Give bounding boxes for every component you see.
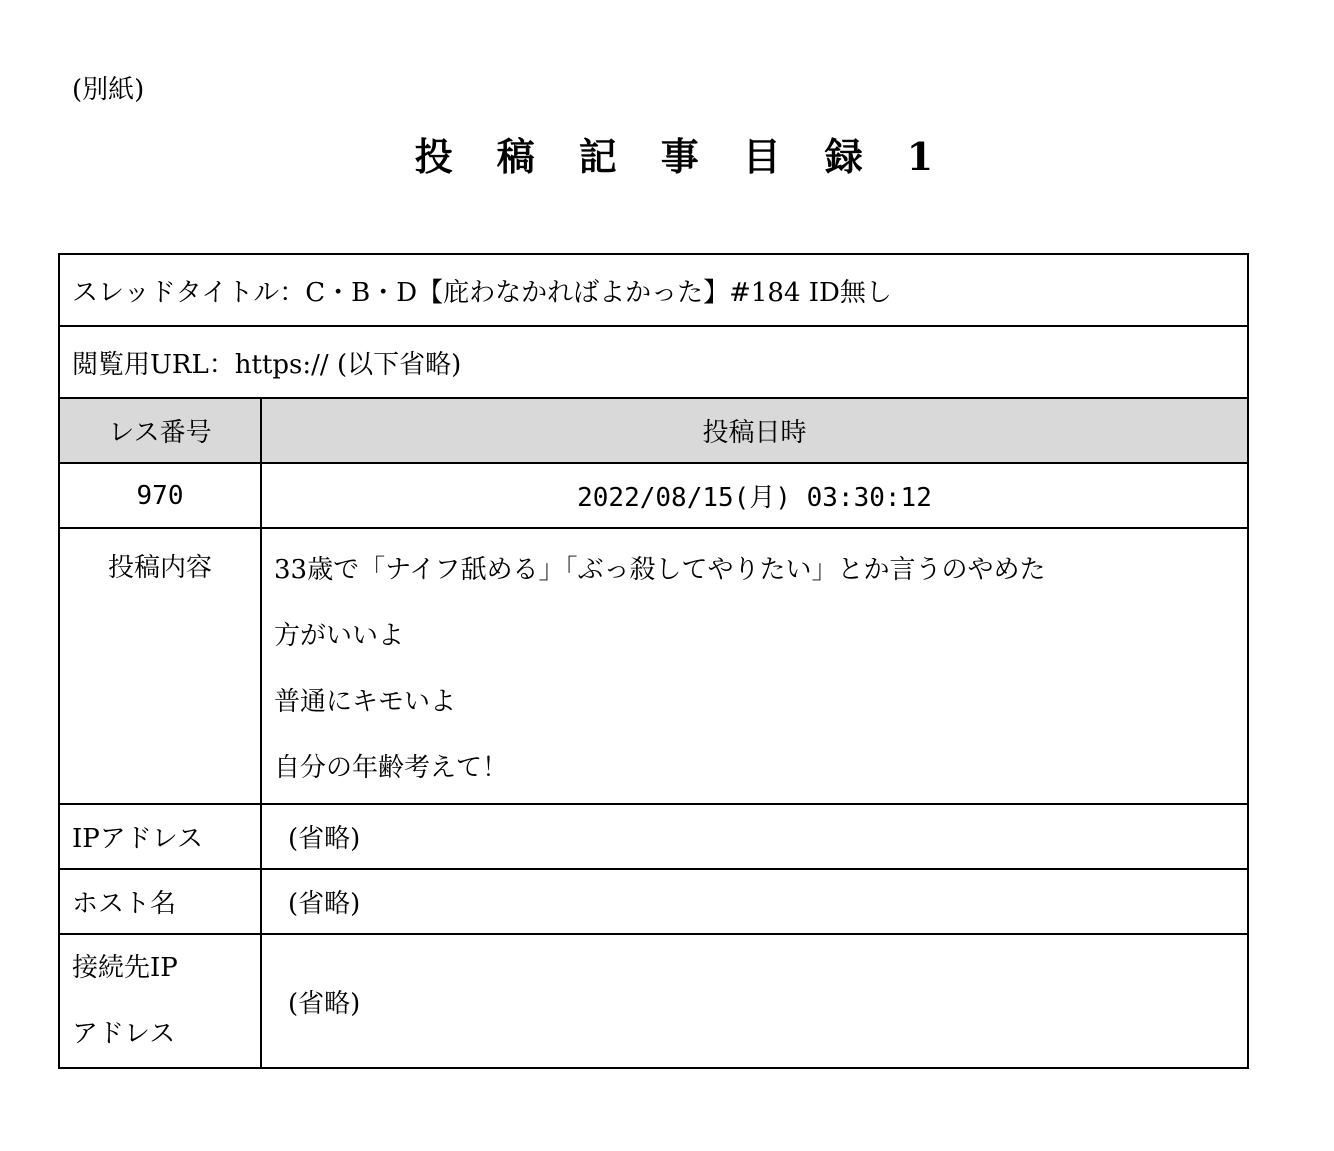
connection-ip-label	[59, 934, 261, 1068]
thread-title-row	[59, 254, 1248, 326]
ip-address-row	[59, 804, 1248, 869]
post-content-row	[59, 528, 1248, 804]
post-content-line: 33歳で「ナイフ舐める」「ぶっ殺してやりたい」とか言うのやめた	[274, 555, 1046, 585]
thread-title-label: スレッドタイトル：	[72, 277, 306, 308]
hostname-label: ホスト名	[59, 869, 261, 934]
post-datetime-header: 投稿日時	[261, 398, 1248, 463]
thread-title-value: C・B・D【庇わなかればよかった】#184 ID無し	[305, 277, 892, 308]
hostname-value: (省略)	[261, 869, 1248, 934]
hostname-row	[59, 869, 1248, 934]
post-content-line: 方がいいよ	[274, 621, 405, 651]
post-content-line: 普通にキモいよ	[274, 687, 457, 717]
annex-label: (別紙)	[72, 75, 145, 105]
thread-url-row	[59, 326, 1248, 398]
thread-title-cell	[59, 254, 1248, 326]
post-content-line: 自分の年齢考えて！	[274, 753, 509, 783]
ip-address-value: (省略)	[261, 804, 1248, 869]
res-number-header: レス番号	[59, 398, 261, 463]
connection-ip-label-line: 接続先IP	[72, 953, 178, 983]
connection-ip-label-line: アドレス	[72, 1019, 176, 1049]
post-datetime-value: 2022/08/15(月) 03:30:12	[261, 463, 1248, 528]
url-value: https:// (以下省略)	[234, 349, 462, 380]
res-number-value: 970	[59, 463, 261, 528]
thread-url-cell	[59, 326, 1248, 398]
connection-ip-row	[59, 934, 1248, 1068]
post-record-table	[58, 253, 1249, 1069]
document-title: 投稿記事目録1	[414, 134, 978, 179]
post-meta-row	[59, 463, 1248, 528]
url-label: 閲覧用URL：	[72, 349, 235, 380]
ip-address-label: IPアドレス	[59, 804, 261, 869]
post-content-body	[261, 528, 1248, 804]
table-header-row	[59, 398, 1248, 463]
connection-ip-value: (省略)	[261, 934, 1248, 1068]
post-content-label: 投稿内容	[59, 528, 261, 804]
